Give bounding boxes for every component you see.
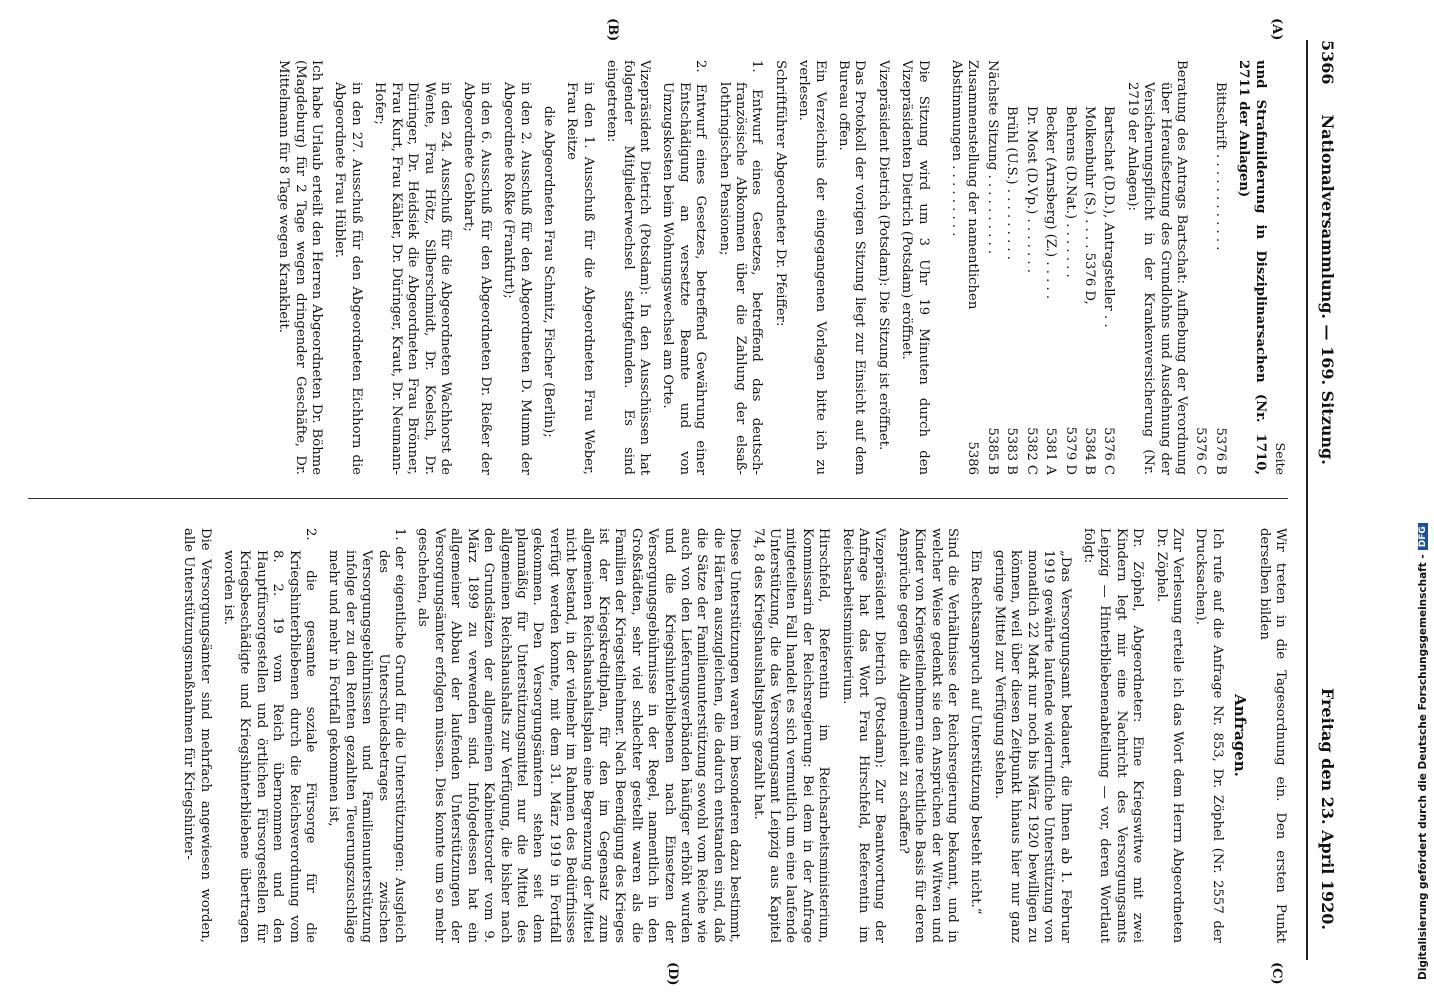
anfragen-heading: Anfragen. bbox=[1231, 694, 1250, 777]
ausschuss-27: in den 27. Ausschuß für den Abgeordneten Eichhorn die Abgeordnete Frau Hübler. bbox=[332, 82, 364, 475]
margin-mark-b: (B) bbox=[605, 18, 620, 42]
header-right-title: Freitag den 23. April 1920. bbox=[1318, 687, 1338, 930]
toc-entry-text: Bittschrift . . . . . . . . . . . . bbox=[1212, 82, 1228, 251]
vize-ausschuss-paragraph: Vizepräsident Dietrich (Potsdam): In den Ausschüssen hat folgender Mitgliederwechsel stattgefunden. Es sind eingetreten: bbox=[604, 60, 652, 475]
digitization-text: Digitalisierung gefördert durch die Deutsche Forschungsgemeinschaft - bbox=[1417, 554, 1429, 980]
protokoll-paragraph: Das Protokoll der vorigen Sitzung liegt zur Einsicht auf dem Bureau offen. bbox=[836, 60, 868, 475]
speaker-page: 5376 C bbox=[1101, 427, 1117, 475]
dfg-logo: DFG bbox=[1418, 523, 1428, 550]
right-p9: Hirschfeld, Referentin im Reichsarbeitsministerium, Kommissarin der Reichsregierung: Bei dem in der Anfrage mitgeteilten Fall handelt es sich vermutlich um eine laufende Unterstützung, die das Versorgungsamt Leipzig aus Kapitel 74, 8 des Kriegshaushaltsplans gezahlt hat. bbox=[750, 528, 832, 943]
toc-speaker bbox=[1042, 60, 1058, 475]
ausschuss-1: in den 1. Ausschuß für die Abgeordneten Frau Weber, Frau Reitze bbox=[564, 82, 596, 475]
speaker-name: Behrens (D.Nat.) . . . . . . . bbox=[1062, 106, 1078, 278]
right-p8: Vizepräsident Dietrich (Potsdam): Zur Beantwortung der Anfrage hat das Wort Frau Hirschfeld, Referentin im Reichsarbeitsministerium. bbox=[839, 528, 888, 943]
right-p6: Ein Rechtsanspruch auf Unterstützung besteht nicht.“ bbox=[968, 550, 984, 915]
header-left-title: Nationalversammlung. — 169. Sitzung. bbox=[1318, 114, 1338, 465]
entwurf-2: 2. Entwurf eines Gesetzes, betreffend Gewährung einer Entschädigung an versetzte Beamte und von Umzugskosten beim Wohnungswechsel am Orte. bbox=[660, 60, 709, 475]
toc-entry bbox=[1211, 60, 1227, 475]
page-number: 5366 bbox=[1318, 40, 1338, 85]
right-p5: „Das Versorgungsamt bedauert, die Ihnen ab 1. Februar 1919 gewährte laufende widerrufliche Unterstützung von monatlich 22 Mark nur noch bis März 1920 bewilligen zu können, weil über diesen Zeitpunkt hinaus hier nur ganz geringe Mittel zur Verfügung stehen. bbox=[991, 550, 1073, 943]
ausschuss-2: in den 2. Ausschuß für den Abgeordneten D. Mumm der Abgeordnete Roßke (Frankfurt); bbox=[501, 82, 533, 475]
right-p2: Ich rufe auf die Anfrage Nr. 853, Dr. Zöphel (Nr. 2557 der Drucksachen). bbox=[1193, 528, 1225, 943]
speaker-page: 5384 B bbox=[1081, 427, 1097, 475]
toc-speaker bbox=[1022, 60, 1038, 475]
speaker-page: 5382 C bbox=[1023, 427, 1039, 475]
toc-naechste-text: Nächste Sitzung . . . . . . . . . . bbox=[984, 60, 1000, 255]
speaker-name: Brühl (U.S.) . . . . . . . . . bbox=[1004, 106, 1020, 260]
toc-speaker bbox=[1100, 60, 1116, 475]
right-p13: Die Versorgungsämter sind mehrfach angewiesen worden, alle Unterstützungsmaßnahmen für Kriegshinter- bbox=[181, 528, 213, 943]
margin-mark-d: (D) bbox=[665, 962, 680, 986]
toc-zusammen bbox=[948, 60, 981, 475]
margin-mark-c: (C) bbox=[1269, 962, 1284, 985]
toc-speaker bbox=[1061, 60, 1077, 475]
toc-speaker bbox=[1081, 60, 1097, 475]
speaker-page: 5383 B bbox=[1004, 427, 1020, 475]
right-p3: Zur Verlesung erteile ich das Wort dem Herrn Abgeordneten Dr. Zöphel. bbox=[1153, 528, 1185, 943]
verzeichnis-paragraph: Ein Verzeichnis der eingegangenen Vorlagen bitte ich zu verlesen. bbox=[796, 60, 828, 475]
right-p7: Sind die Verhältnisse der Reichsregierung bekannt, und in welcher Weise gedenkt sie den Ansprüchen der Witwen und Kinder von Kriegsteilnehmern eine rechtliche Basis für deren Ansprüche gegen die Allgemeinheit zu schaffen? bbox=[895, 528, 961, 943]
ausschuss-24: in den 24. Ausschuß für die Abgeordneten Wachhorst de Wente, Frau Hötz, Silberschmidt, Dr. Koelsch, Dr. Düringer, Dr. Heidsiek die Abgeordneten Frau Brönner, Frau Kurt, Frau Kähler, Dr. Düringer, Kraut, Dr. Neumann-Hofer; bbox=[372, 82, 453, 475]
right-p4: Dr. Zöphel, Abgeordneter: Eine Kriegswitwe mit zwei Kindern legt mir eine Nachricht des Versorgungsamts Leipzig — Hinterbliebenenabteilung — vor, deren Wortlaut folgt: bbox=[1080, 528, 1146, 943]
schriftfuehrer-paragraph: Schriftführer Abgeordneter Dr. Pfeiffer: bbox=[772, 60, 788, 327]
right-p12: 2. die gesamte soziale Fürsorge für die Kriegshinterbliebenen durch die Reichsverordnung vom 8. 2. 19 vom Reich übernommen und den Hauptfürsorgestellen und örtlichen Fürsorgestellen für Kriegsbeschädigte und Kriegshinterbliebene übertragen worden ist. bbox=[221, 528, 319, 943]
toc-zusammen-text: Zusammenstellung der namentlichen Abstimmungen . . . . . . . . . bbox=[949, 60, 981, 310]
right-p11: 1. der eigentliche Grund für die Unterstützungen: Ausgleich des Unterschiedsbetrages zwischen Versorgungsgebührnissen und Familienunterstützung infolge der zu den Renten gezahlten Teuerungszuschläge mehr und mehr in Fortfall gekommen ist, bbox=[326, 528, 408, 943]
toc-entry bbox=[1192, 60, 1208, 475]
ausschuss-1-b: die Abgeordneten Frau Schmitz, Fischer (Berlin); bbox=[540, 106, 556, 438]
margin-mark-a: (A) bbox=[1269, 18, 1284, 41]
urlaub-paragraph: Ich habe Urlaub erteilt den Herren Abgeordneten Dr. Böhme (Magdeburg) für 2 Tage wegen dringender Geschäfte, Dr. Mittelmann für 8 Tage wegen Krankheit. bbox=[276, 60, 325, 475]
right-p1: Wir treten in die Tagesordnung ein. Den ersten Punkt derselben bilden bbox=[1256, 528, 1288, 943]
page-header bbox=[1306, 40, 1348, 960]
column-rule bbox=[28, 498, 1288, 499]
toc-intro: und Strafmilderung in Disziplinarsachen (Nr. 1710, 2711 der Anlagen) bbox=[1236, 60, 1268, 475]
toc-zusammen-page: 5386 bbox=[965, 441, 981, 475]
toc-naechste-page: 5385 B bbox=[984, 427, 1000, 475]
speaker-name: Becker (Arnsberg) (Z.) . . . . . bbox=[1043, 106, 1059, 300]
digitization-note bbox=[1408, 20, 1430, 980]
seite-label: Seite bbox=[1273, 442, 1288, 475]
speaker-name: Dr. Most (D.Vp.) . . . . . . . bbox=[1023, 106, 1039, 273]
speaker-name: Molkenbuhr (S.) . . . . 5376 D, bbox=[1081, 106, 1097, 305]
entwurf-1: 1. Entwurf eines Gesetzes, betreffend das deutsch-französische Abkommen über die Zahlung der elsaß-lothringischen Pensionen; bbox=[716, 60, 765, 475]
toc-entry-page: 5376 B bbox=[1212, 427, 1228, 475]
toc-naechste bbox=[984, 60, 1000, 475]
ausschuss-6: in den 6. Ausschuß für den Abgeordneten Dr. Rießer der Abgeordnete Gebhart; bbox=[461, 82, 493, 475]
right-p10: Diese Unterstützungen waren im besonderen dazu bestimmt, die Härten auszugleichen, die dadurch entstanden sind, daß die Sätze der Familienunterstützung sowohl vom Reiche wie auch von den Lieferungsverbänden häufiger erhöht wurden und die Kriegshinterbliebenen nach Einsetzen der Versorgungsgebührnisse in der Regel, namentlich in den Großstädten, sehr viel schlechter gestellt waren als die Familien der Kriegsteilnehmer. Nach Beendigung des Krieges ist der Kriegskreditplan, für den im Gegensatz zum allgemeinen Reichshaushaltsplan eine Begrenzung der Mittel nicht bestand, in der vielmehr im Rahmen des Bedürfnisses verfügt werden konnte, mit dem 31. März 1919 in Fortfall gekommen. Den Versorgungsämtern stehen seit dem planmäßig für Unterstützungsmittel nur die Mittel des allgemeinen Reichshaushalts zur Verfügung, die bisher nach den Grundsätzen der allgemeinen Kabinettsorder vom 9. März 1899 zu verwenden sind. Infolgedessen hat ein allgemeiner Abbau der laufenden Unterstützungen der Versorgungsämter erfolgen müssen. Dies konnte um so mehr geschehen, als bbox=[415, 528, 743, 943]
toc-speaker bbox=[1003, 60, 1019, 475]
opening-paragraph: Die Sitzung wird um 3 Uhr 19 Minuten durch den Vizepräsidenten Dietrich (Potsdam) eröffnet. bbox=[899, 60, 931, 475]
right-column bbox=[28, 528, 1288, 943]
speaker-page: 5379 D bbox=[1062, 426, 1078, 475]
toc-beratung: Beratung des Antrags Bartschat: Aufhebung der Verordnung über Heraufsetzung des Grundlohns und Ausdehnung der Versicherungspflicht in der Krankenversicherung (Nr. 2719 der Anlagen): bbox=[1124, 60, 1189, 475]
speaker-name: Bartschat (D.D.), Antragsteller . . bbox=[1101, 106, 1117, 328]
vize-paragraph: Vizepräsident Dietrich (Potsdam): Die Sitzung ist eröffnet. bbox=[875, 60, 891, 451]
left-column bbox=[28, 60, 1288, 475]
speaker-page: 5381 A bbox=[1043, 427, 1059, 475]
toc-entry-page: 5376 C bbox=[1193, 427, 1209, 475]
